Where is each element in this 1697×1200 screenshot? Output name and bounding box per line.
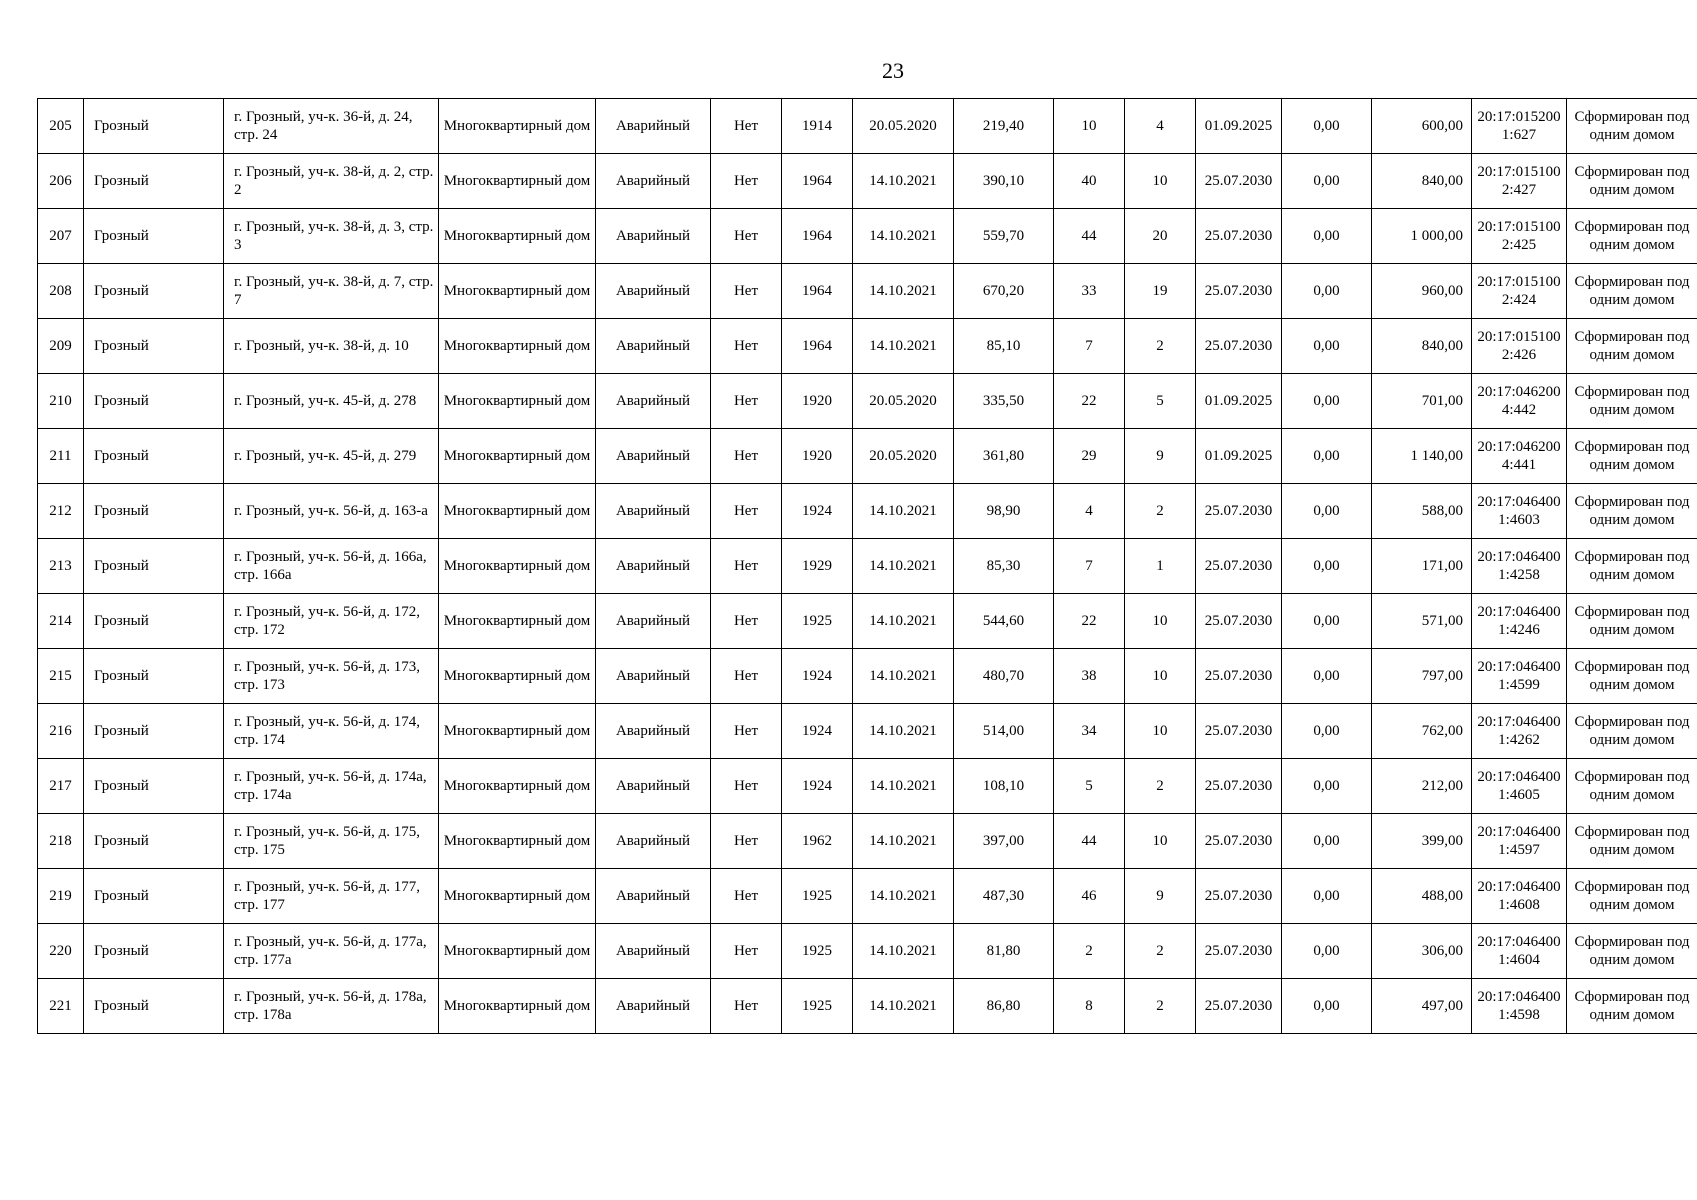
- year-built-cell: 1925: [782, 869, 853, 924]
- cadastral-number-cell: 20:17:0464001:4608: [1472, 869, 1567, 924]
- value-two-cell: 497,00: [1372, 979, 1472, 1034]
- address-cell: г. Грозный, уч-к. 38-й, д. 2, стр. 2: [224, 154, 439, 209]
- area-cell: 487,30: [954, 869, 1054, 924]
- deadline-cell: 25.07.2030: [1196, 154, 1282, 209]
- value-one-cell: 0,00: [1282, 319, 1372, 374]
- city-cell: Грозный: [84, 99, 224, 154]
- value-two-cell: 306,00: [1372, 924, 1472, 979]
- row-number-cell: 208: [38, 264, 84, 319]
- address-cell: г. Грозный, уч-к. 45-й, д. 279: [224, 429, 439, 484]
- decision-date-cell: 14.10.2021: [853, 264, 954, 319]
- land-plot-cell: Сформирован под одним домом: [1567, 429, 1697, 484]
- decision-date-cell: 14.10.2021: [853, 539, 954, 594]
- flag-cell: Нет: [711, 154, 782, 209]
- flag-cell: Нет: [711, 649, 782, 704]
- cadastral-number-cell: 20:17:0151002:424: [1472, 264, 1567, 319]
- value-two-cell: 762,00: [1372, 704, 1472, 759]
- row-number-cell: 221: [38, 979, 84, 1034]
- apartments-cell: 10: [1125, 704, 1196, 759]
- deadline-cell: 25.07.2030: [1196, 484, 1282, 539]
- row-number-cell: 214: [38, 594, 84, 649]
- year-built-cell: 1929: [782, 539, 853, 594]
- value-two-cell: 1 000,00: [1372, 209, 1472, 264]
- row-number-cell: 217: [38, 759, 84, 814]
- apartments-cell: 20: [1125, 209, 1196, 264]
- decision-date-cell: 14.10.2021: [853, 484, 954, 539]
- condition-cell: Аварийный: [596, 979, 711, 1034]
- cadastral-number-cell: 20:17:0151002:427: [1472, 154, 1567, 209]
- decision-date-cell: 20.05.2020: [853, 99, 954, 154]
- residents-cell: 33: [1054, 264, 1125, 319]
- deadline-cell: 25.07.2030: [1196, 209, 1282, 264]
- area-cell: 514,00: [954, 704, 1054, 759]
- residents-cell: 22: [1054, 594, 1125, 649]
- residents-cell: 46: [1054, 869, 1125, 924]
- land-plot-cell: Сформирован под одним домом: [1567, 704, 1697, 759]
- table-row: [38, 154, 1697, 209]
- land-plot-cell: Сформирован под одним домом: [1567, 374, 1697, 429]
- city-cell: Грозный: [84, 154, 224, 209]
- city-cell: Грозный: [84, 759, 224, 814]
- land-plot-cell: Сформирован под одним домом: [1567, 99, 1697, 154]
- land-plot-cell: Сформирован под одним домом: [1567, 814, 1697, 869]
- value-two-cell: 840,00: [1372, 154, 1472, 209]
- condition-cell: Аварийный: [596, 814, 711, 869]
- flag-cell: Нет: [711, 99, 782, 154]
- decision-date-cell: 20.05.2020: [853, 374, 954, 429]
- building-type-cell: Многоквартирный дом: [439, 154, 596, 209]
- value-one-cell: 0,00: [1282, 924, 1372, 979]
- apartments-cell: 2: [1125, 759, 1196, 814]
- table-row: [38, 374, 1697, 429]
- address-cell: г. Грозный, уч-к. 56-й, д. 178а, стр. 178а: [224, 979, 439, 1034]
- decision-date-cell: 14.10.2021: [853, 869, 954, 924]
- address-cell: г. Грозный, уч-к. 56-й, д. 174, стр. 174: [224, 704, 439, 759]
- city-cell: Грозный: [84, 649, 224, 704]
- area-cell: 397,00: [954, 814, 1054, 869]
- area-cell: 85,30: [954, 539, 1054, 594]
- land-plot-cell: Сформирован под одним домом: [1567, 154, 1697, 209]
- decision-date-cell: 14.10.2021: [853, 209, 954, 264]
- residents-cell: 44: [1054, 209, 1125, 264]
- value-one-cell: 0,00: [1282, 869, 1372, 924]
- flag-cell: Нет: [711, 594, 782, 649]
- cadastral-number-cell: 20:17:0464001:4605: [1472, 759, 1567, 814]
- table-row: [38, 209, 1697, 264]
- building-type-cell: Многоквартирный дом: [439, 319, 596, 374]
- building-type-cell: Многоквартирный дом: [439, 264, 596, 319]
- land-plot-cell: Сформирован под одним домом: [1567, 319, 1697, 374]
- address-cell: г. Грозный, уч-к. 56-й, д. 172, стр. 172: [224, 594, 439, 649]
- deadline-cell: 25.07.2030: [1196, 759, 1282, 814]
- city-cell: Грозный: [84, 704, 224, 759]
- address-cell: г. Грозный, уч-к. 56-й, д. 166а, стр. 166а: [224, 539, 439, 594]
- residents-cell: 8: [1054, 979, 1125, 1034]
- value-two-cell: 960,00: [1372, 264, 1472, 319]
- apartments-cell: 2: [1125, 319, 1196, 374]
- value-two-cell: 797,00: [1372, 649, 1472, 704]
- year-built-cell: 1925: [782, 924, 853, 979]
- city-cell: Грозный: [84, 319, 224, 374]
- address-cell: г. Грозный, уч-к. 56-й, д. 174а, стр. 174а: [224, 759, 439, 814]
- decision-date-cell: 14.10.2021: [853, 814, 954, 869]
- apartments-cell: 4: [1125, 99, 1196, 154]
- condition-cell: Аварийный: [596, 594, 711, 649]
- flag-cell: Нет: [711, 374, 782, 429]
- year-built-cell: 1964: [782, 154, 853, 209]
- area-cell: 390,10: [954, 154, 1054, 209]
- row-number-cell: 216: [38, 704, 84, 759]
- area-cell: 86,80: [954, 979, 1054, 1034]
- decision-date-cell: 14.10.2021: [853, 979, 954, 1034]
- apartments-cell: 2: [1125, 484, 1196, 539]
- area-cell: 335,50: [954, 374, 1054, 429]
- flag-cell: Нет: [711, 429, 782, 484]
- deadline-cell: 25.07.2030: [1196, 264, 1282, 319]
- row-number-cell: 211: [38, 429, 84, 484]
- flag-cell: Нет: [711, 319, 782, 374]
- cadastral-number-cell: 20:17:0462004:441: [1472, 429, 1567, 484]
- city-cell: Грозный: [84, 264, 224, 319]
- area-cell: 480,70: [954, 649, 1054, 704]
- value-two-cell: 588,00: [1372, 484, 1472, 539]
- deadline-cell: 01.09.2025: [1196, 99, 1282, 154]
- area-cell: 98,90: [954, 484, 1054, 539]
- building-type-cell: Многоквартирный дом: [439, 814, 596, 869]
- decision-date-cell: 14.10.2021: [853, 649, 954, 704]
- address-cell: г. Грозный, уч-к. 45-й, д. 278: [224, 374, 439, 429]
- residents-cell: 34: [1054, 704, 1125, 759]
- row-number-cell: 212: [38, 484, 84, 539]
- value-one-cell: 0,00: [1282, 979, 1372, 1034]
- cadastral-number-cell: 20:17:0151002:425: [1472, 209, 1567, 264]
- apartments-cell: 2: [1125, 924, 1196, 979]
- deadline-cell: 25.07.2030: [1196, 924, 1282, 979]
- row-number-cell: 215: [38, 649, 84, 704]
- land-plot-cell: Сформирован под одним домом: [1567, 979, 1697, 1034]
- flag-cell: Нет: [711, 484, 782, 539]
- residents-cell: 38: [1054, 649, 1125, 704]
- land-plot-cell: Сформирован под одним домом: [1567, 209, 1697, 264]
- deadline-cell: 25.07.2030: [1196, 979, 1282, 1034]
- deadline-cell: 25.07.2030: [1196, 319, 1282, 374]
- flag-cell: Нет: [711, 759, 782, 814]
- city-cell: Грозный: [84, 814, 224, 869]
- value-one-cell: 0,00: [1282, 814, 1372, 869]
- table-row: [38, 979, 1697, 1034]
- decision-date-cell: 14.10.2021: [853, 594, 954, 649]
- land-plot-cell: Сформирован под одним домом: [1567, 594, 1697, 649]
- table-row: [38, 924, 1697, 979]
- value-two-cell: 571,00: [1372, 594, 1472, 649]
- residents-cell: 2: [1054, 924, 1125, 979]
- city-cell: Грозный: [84, 429, 224, 484]
- value-one-cell: 0,00: [1282, 704, 1372, 759]
- apartments-cell: 10: [1125, 154, 1196, 209]
- row-number-cell: 219: [38, 869, 84, 924]
- city-cell: Грозный: [84, 869, 224, 924]
- deadline-cell: 25.07.2030: [1196, 869, 1282, 924]
- table-row: [38, 484, 1697, 539]
- condition-cell: Аварийный: [596, 319, 711, 374]
- building-type-cell: Многоквартирный дом: [439, 649, 596, 704]
- value-two-cell: 399,00: [1372, 814, 1472, 869]
- year-built-cell: 1964: [782, 264, 853, 319]
- value-two-cell: 600,00: [1372, 99, 1472, 154]
- cadastral-number-cell: 20:17:0464001:4597: [1472, 814, 1567, 869]
- value-one-cell: 0,00: [1282, 539, 1372, 594]
- year-built-cell: 1920: [782, 429, 853, 484]
- land-plot-cell: Сформирован под одним домом: [1567, 924, 1697, 979]
- year-built-cell: 1920: [782, 374, 853, 429]
- value-two-cell: 1 140,00: [1372, 429, 1472, 484]
- year-built-cell: 1925: [782, 594, 853, 649]
- row-number-cell: 218: [38, 814, 84, 869]
- table-row: [38, 759, 1697, 814]
- apartments-cell: 10: [1125, 594, 1196, 649]
- land-plot-cell: Сформирован под одним домом: [1567, 759, 1697, 814]
- building-type-cell: Многоквартирный дом: [439, 759, 596, 814]
- apartments-cell: 10: [1125, 814, 1196, 869]
- address-cell: г. Грозный, уч-к. 56-й, д. 177, стр. 177: [224, 869, 439, 924]
- year-built-cell: 1962: [782, 814, 853, 869]
- value-one-cell: 0,00: [1282, 374, 1372, 429]
- city-cell: Грозный: [84, 209, 224, 264]
- land-plot-cell: Сформирован под одним домом: [1567, 649, 1697, 704]
- deadline-cell: 25.07.2030: [1196, 704, 1282, 759]
- residents-cell: 5: [1054, 759, 1125, 814]
- flag-cell: Нет: [711, 814, 782, 869]
- cadastral-number-cell: 20:17:0464001:4599: [1472, 649, 1567, 704]
- building-type-cell: Многоквартирный дом: [439, 539, 596, 594]
- value-one-cell: 0,00: [1282, 759, 1372, 814]
- value-two-cell: 212,00: [1372, 759, 1472, 814]
- address-cell: г. Грозный, уч-к. 36-й, д. 24, стр. 24: [224, 99, 439, 154]
- condition-cell: Аварийный: [596, 484, 711, 539]
- cadastral-number-cell: 20:17:0464001:4246: [1472, 594, 1567, 649]
- city-cell: Грозный: [84, 539, 224, 594]
- decision-date-cell: 14.10.2021: [853, 154, 954, 209]
- year-built-cell: 1964: [782, 319, 853, 374]
- city-cell: Грозный: [84, 979, 224, 1034]
- building-type-cell: Многоквартирный дом: [439, 374, 596, 429]
- decision-date-cell: 14.10.2021: [853, 759, 954, 814]
- flag-cell: Нет: [711, 979, 782, 1034]
- cadastral-number-cell: 20:17:0464001:4262: [1472, 704, 1567, 759]
- cadastral-number-cell: 20:17:0464001:4258: [1472, 539, 1567, 594]
- area-cell: 85,10: [954, 319, 1054, 374]
- row-number-cell: 210: [38, 374, 84, 429]
- flag-cell: Нет: [711, 264, 782, 319]
- cadastral-number-cell: 20:17:0464001:4604: [1472, 924, 1567, 979]
- table-row: [38, 704, 1697, 759]
- condition-cell: Аварийный: [596, 704, 711, 759]
- value-two-cell: 840,00: [1372, 319, 1472, 374]
- flag-cell: Нет: [711, 924, 782, 979]
- cadastral-number-cell: 20:17:0151002:426: [1472, 319, 1567, 374]
- table-row: [38, 319, 1697, 374]
- value-two-cell: 701,00: [1372, 374, 1472, 429]
- registry-table-body: [38, 99, 1697, 1034]
- condition-cell: Аварийный: [596, 374, 711, 429]
- apartments-cell: 9: [1125, 429, 1196, 484]
- building-type-cell: Многоквартирный дом: [439, 209, 596, 264]
- value-one-cell: 0,00: [1282, 484, 1372, 539]
- value-one-cell: 0,00: [1282, 209, 1372, 264]
- city-cell: Грозный: [84, 594, 224, 649]
- city-cell: Грозный: [84, 924, 224, 979]
- building-type-cell: Многоквартирный дом: [439, 924, 596, 979]
- year-built-cell: 1924: [782, 759, 853, 814]
- area-cell: 559,70: [954, 209, 1054, 264]
- apartments-cell: 5: [1125, 374, 1196, 429]
- residents-cell: 7: [1054, 539, 1125, 594]
- year-built-cell: 1925: [782, 979, 853, 1034]
- address-cell: г. Грозный, уч-к. 56-й, д. 177а, стр. 177а: [224, 924, 439, 979]
- apartments-cell: 2: [1125, 979, 1196, 1034]
- condition-cell: Аварийный: [596, 649, 711, 704]
- row-number-cell: 206: [38, 154, 84, 209]
- row-number-cell: 205: [38, 99, 84, 154]
- row-number-cell: 207: [38, 209, 84, 264]
- year-built-cell: 1964: [782, 209, 853, 264]
- address-cell: г. Грозный, уч-к. 56-й, д. 163-а: [224, 484, 439, 539]
- area-cell: 81,80: [954, 924, 1054, 979]
- decision-date-cell: 20.05.2020: [853, 429, 954, 484]
- condition-cell: Аварийный: [596, 924, 711, 979]
- address-cell: г. Грозный, уч-к. 38-й, д. 3, стр. 3: [224, 209, 439, 264]
- city-cell: Грозный: [84, 484, 224, 539]
- cadastral-number-cell: 20:17:0152001:627: [1472, 99, 1567, 154]
- address-cell: г. Грозный, уч-к. 38-й, д. 7, стр. 7: [224, 264, 439, 319]
- condition-cell: Аварийный: [596, 99, 711, 154]
- residents-cell: 29: [1054, 429, 1125, 484]
- flag-cell: Нет: [711, 539, 782, 594]
- row-number-cell: 220: [38, 924, 84, 979]
- cadastral-number-cell: 20:17:0462004:442: [1472, 374, 1567, 429]
- condition-cell: Аварийный: [596, 429, 711, 484]
- cadastral-number-cell: 20:17:0464001:4603: [1472, 484, 1567, 539]
- deadline-cell: 25.07.2030: [1196, 594, 1282, 649]
- building-type-cell: Многоквартирный дом: [439, 484, 596, 539]
- condition-cell: Аварийный: [596, 869, 711, 924]
- cadastral-number-cell: 20:17:0464001:4598: [1472, 979, 1567, 1034]
- residents-cell: 40: [1054, 154, 1125, 209]
- value-one-cell: 0,00: [1282, 154, 1372, 209]
- value-one-cell: 0,00: [1282, 594, 1372, 649]
- deadline-cell: 25.07.2030: [1196, 539, 1282, 594]
- building-type-cell: Многоквартирный дом: [439, 99, 596, 154]
- address-cell: г. Грозный, уч-к. 56-й, д. 175, стр. 175: [224, 814, 439, 869]
- condition-cell: Аварийный: [596, 154, 711, 209]
- flag-cell: Нет: [711, 704, 782, 759]
- flag-cell: Нет: [711, 209, 782, 264]
- residents-cell: 22: [1054, 374, 1125, 429]
- table-row: [38, 814, 1697, 869]
- value-two-cell: 488,00: [1372, 869, 1472, 924]
- apartments-cell: 1: [1125, 539, 1196, 594]
- table-row: [38, 649, 1697, 704]
- residents-cell: 44: [1054, 814, 1125, 869]
- area-cell: 544,60: [954, 594, 1054, 649]
- apartments-cell: 9: [1125, 869, 1196, 924]
- condition-cell: Аварийный: [596, 264, 711, 319]
- table-row: [38, 869, 1697, 924]
- building-type-cell: Многоквартирный дом: [439, 429, 596, 484]
- deadline-cell: 01.09.2025: [1196, 374, 1282, 429]
- area-cell: 219,40: [954, 99, 1054, 154]
- building-type-cell: Многоквартирный дом: [439, 869, 596, 924]
- apartments-cell: 10: [1125, 649, 1196, 704]
- residents-cell: 7: [1054, 319, 1125, 374]
- area-cell: 361,80: [954, 429, 1054, 484]
- row-number-cell: 209: [38, 319, 84, 374]
- value-one-cell: 0,00: [1282, 649, 1372, 704]
- deadline-cell: 25.07.2030: [1196, 814, 1282, 869]
- area-cell: 108,10: [954, 759, 1054, 814]
- land-plot-cell: Сформирован под одним домом: [1567, 264, 1697, 319]
- value-one-cell: 0,00: [1282, 429, 1372, 484]
- address-cell: г. Грозный, уч-к. 56-й, д. 173, стр. 173: [224, 649, 439, 704]
- building-type-cell: Многоквартирный дом: [439, 704, 596, 759]
- deadline-cell: 25.07.2030: [1196, 649, 1282, 704]
- value-one-cell: 0,00: [1282, 99, 1372, 154]
- decision-date-cell: 14.10.2021: [853, 704, 954, 759]
- building-type-cell: Многоквартирный дом: [439, 979, 596, 1034]
- value-one-cell: 0,00: [1282, 264, 1372, 319]
- table-row: [38, 429, 1697, 484]
- year-built-cell: 1924: [782, 704, 853, 759]
- address-cell: г. Грозный, уч-к. 38-й, д. 10: [224, 319, 439, 374]
- table-row: [38, 594, 1697, 649]
- decision-date-cell: 14.10.2021: [853, 924, 954, 979]
- flag-cell: Нет: [711, 869, 782, 924]
- table-row: [38, 539, 1697, 594]
- deadline-cell: 01.09.2025: [1196, 429, 1282, 484]
- apartments-cell: 19: [1125, 264, 1196, 319]
- registry-table: [37, 98, 1697, 1034]
- building-type-cell: Многоквартирный дом: [439, 594, 596, 649]
- condition-cell: Аварийный: [596, 209, 711, 264]
- area-cell: 670,20: [954, 264, 1054, 319]
- row-number-cell: 213: [38, 539, 84, 594]
- condition-cell: Аварийный: [596, 539, 711, 594]
- city-cell: Грозный: [84, 374, 224, 429]
- table-row: [38, 264, 1697, 319]
- condition-cell: Аварийный: [596, 759, 711, 814]
- land-plot-cell: Сформирован под одним домом: [1567, 539, 1697, 594]
- year-built-cell: 1914: [782, 99, 853, 154]
- residents-cell: 10: [1054, 99, 1125, 154]
- page-number: 23: [882, 58, 904, 83]
- residents-cell: 4: [1054, 484, 1125, 539]
- table-row: [38, 99, 1697, 154]
- year-built-cell: 1924: [782, 484, 853, 539]
- decision-date-cell: 14.10.2021: [853, 319, 954, 374]
- value-two-cell: 171,00: [1372, 539, 1472, 594]
- land-plot-cell: Сформирован под одним домом: [1567, 484, 1697, 539]
- land-plot-cell: Сформирован под одним домом: [1567, 869, 1697, 924]
- year-built-cell: 1924: [782, 649, 853, 704]
